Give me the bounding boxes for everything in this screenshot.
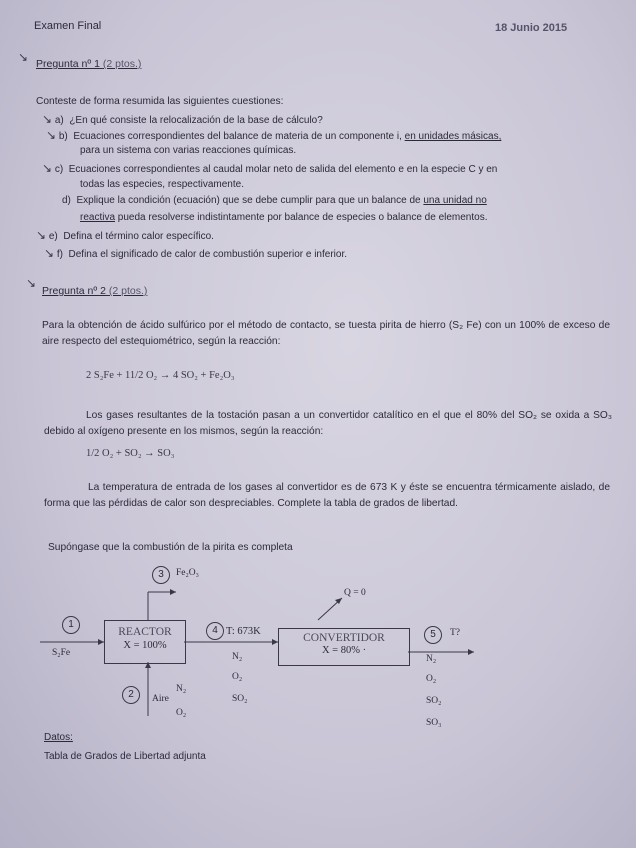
stream-5-temperature: T?: [450, 628, 461, 638]
q2-paragraph-1: Para la obtención de ácido sulfúrico por el método de contacto, se tuesta pirita de hierro (S₂ Fe) con un 100% de exceso de aire respecto del estequiométrico, según la reacción:: [42, 320, 610, 347]
reactor-title: REACTOR: [118, 626, 172, 638]
stream-4-species-n2: N₂: [232, 652, 243, 662]
stream-5-species-so3: SO₃: [426, 718, 442, 728]
q1-item-c-cont: todas las especies, respectivamente.: [80, 179, 244, 190]
q1-title: Pregunta nº 1 (2 ptos.): [36, 58, 142, 70]
stream-5-species-so2: SO₂: [426, 696, 442, 706]
q1-item-b: ↘ b) Ecuaciones correspondientes del balance de materia de un componente i, en unidades másicas,: [46, 128, 502, 142]
check-mark-icon: ↘: [26, 276, 37, 290]
convertidor-box: [278, 628, 410, 666]
check-mark-icon: ↘: [42, 112, 53, 126]
q1-item-b-cont: para un sistema con varias reacciones químicas.: [80, 145, 297, 156]
reactor-conversion: X = 100%: [123, 640, 167, 651]
q1-item-f: ↘ f) Defina el significado de calor de combustión superior e inferior.: [44, 246, 348, 260]
q1-intro: Conteste de forma resumida las siguientes cuestiones:: [36, 96, 284, 107]
q2-note: Supóngase que la combustión de la pirita es completa: [48, 542, 293, 553]
check-mark-icon: ↘: [36, 228, 47, 242]
q2-equation-2: 1/2 O₂ + SO₂ → SO₃: [86, 448, 175, 459]
stream-1-number: 1: [62, 616, 80, 634]
q2-paragraph-2: Los gases resultantes de la tostación pasan a un convertidor catalítico en el que el 80% del SO₂ se oxida a SO₃ debido al oxígeno presente en los mismos, según la reacción:: [44, 410, 612, 437]
stream-2-species-n2: N₂: [176, 684, 187, 694]
datos-label: Datos:: [44, 732, 73, 743]
q2-paragraph-3: La temperatura de entrada de los gases al convertidor es de 673 K y éste se encuentra térmicamente aislado, de forma que las pérdidas de calor son despreciables. Complete la tabla de grados de libertad.: [44, 482, 610, 509]
stream-3-species: Fe₂O₃: [176, 568, 199, 578]
convertidor-conversion: X = 80% ·: [321, 645, 367, 656]
check-mark-icon: ↘: [42, 161, 53, 175]
stream-4-number: 4: [206, 622, 224, 640]
stream-2-number: 2: [122, 686, 140, 704]
stream-2-species-o2: O₂: [176, 708, 187, 718]
stream-4-species-o2: O₂: [232, 672, 243, 682]
stream-3-number: 3: [152, 566, 170, 584]
heat-label: Q = 0: [344, 588, 366, 598]
q1-item-c: ↘ c) Ecuaciones correspondientes al caudal molar neto de salida del elemento e en la especie C y en: [42, 161, 498, 175]
q1-item-a: ↘ a) ¿En qué consiste la relocalización de la base de cálculo?: [42, 112, 323, 126]
q2-title: Pregunta nº 2 (2 ptos.): [42, 285, 148, 297]
stream-1-species: S₂Fe: [52, 648, 71, 658]
stream-5-species-n2: N₂: [426, 654, 437, 664]
stream-4-temperature: T: 673K: [226, 626, 261, 637]
q1-item-d-cont: reactiva pueda resolverse indistintamente por balance de especies o balance de elementos.: [80, 212, 488, 223]
reactor-box: [104, 620, 186, 664]
q2-equation-1: 2 S₂Fe + 11/2 O₂ → 4 SO₂ + Fe₂O₃: [86, 370, 235, 381]
check-mark-icon: ↘: [18, 50, 29, 64]
check-mark-icon: ↘: [46, 128, 57, 142]
exam-date: 18 Junio 2015: [495, 22, 568, 34]
q1-item-e: ↘ e) Defina el término calor específico.: [36, 228, 214, 242]
exam-title: Examen Final: [34, 20, 102, 32]
check-mark-icon: ↘: [44, 246, 55, 260]
stream-5-species-o2: O₂: [426, 674, 437, 684]
tabla-label: Tabla de Grados de Libertad adjunta: [44, 751, 206, 762]
stream-5-number: 5: [424, 626, 442, 644]
stream-4-species-so2: SO₂: [232, 694, 248, 704]
q1-item-d: d) Explique la condición (ecuación) que se debe cumplir para que un balance de una unidad no: [62, 195, 487, 206]
convertidor-title: CONVERTIDOR: [303, 632, 385, 644]
stream-2-label: Aire: [152, 694, 169, 704]
